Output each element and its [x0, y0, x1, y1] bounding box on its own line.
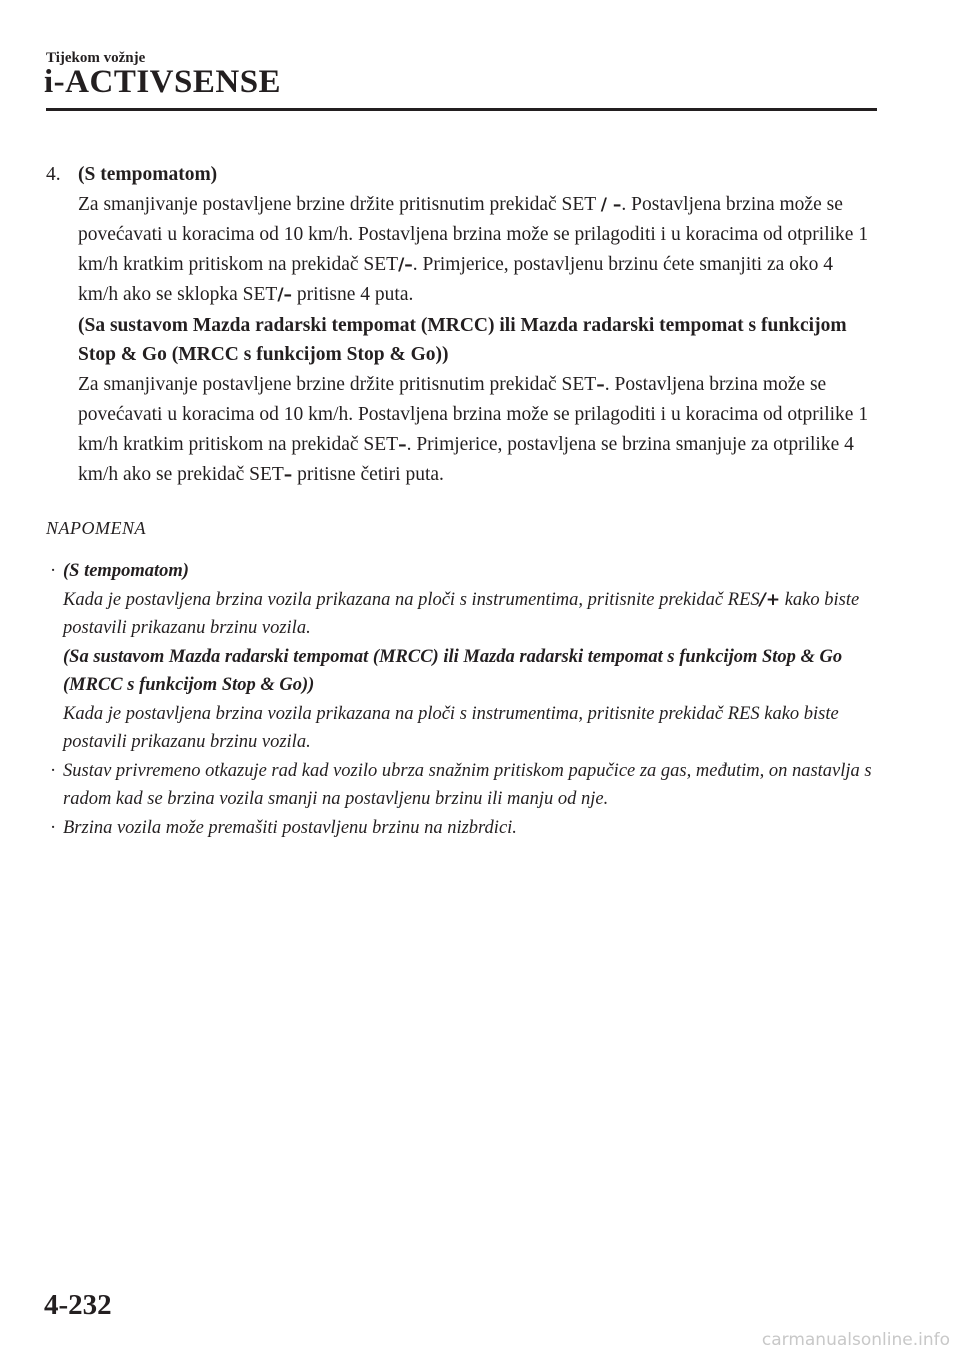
text-run: . Primjerice, postavljenu brzinu ćete smanjiti za oko 4 km/h ako se sklopka SET — [78, 253, 834, 305]
note-text — [63, 586, 876, 643]
set-minus-symbol: /– — [398, 254, 413, 275]
text-run: . Postavljena brzina može se povećavati u koracima od 10 km/h. Postavljena brzina može se prilagoditi i u koracima od otprilike 1 km/h kratkim pritiskom na prekidač SET — [78, 373, 869, 455]
step-4 — [46, 160, 876, 491]
minus-symbol: – — [596, 374, 605, 395]
note-text: Sustav privremeno otkazuje rad kad vozilo ubrza snažnim pritiskom papučice za gas, međutim, on nastavlja s radom kad se brzina vozila smanji na postavljenu brzinu ili manju od nje. — [63, 760, 872, 809]
text-run: Za smanjivanje postavljene brzine držite pritisnutim prekidač SET — [78, 373, 597, 395]
note-item — [46, 814, 876, 843]
text-run: kako biste postavili prikazanu brzinu vozila. — [63, 589, 860, 638]
set-minus-symbol: /– — [277, 285, 293, 305]
note-item — [46, 557, 876, 757]
minus-symbol: – — [398, 434, 407, 455]
text-run: pritisne četiri puta. — [292, 464, 444, 485]
main-content — [46, 160, 876, 842]
header-rule — [46, 108, 877, 111]
bullet-dot: · — [50, 561, 57, 581]
bullet-dot: · — [50, 817, 57, 838]
text-run: pritisne 4 puta. — [292, 284, 414, 305]
note-heading: NAPOMENA — [46, 517, 146, 538]
minus-symbol: – — [283, 465, 293, 485]
page-number: 4-232 — [44, 1289, 112, 1321]
paragraph-mrcc — [78, 370, 876, 491]
paragraph-cruise — [78, 190, 876, 311]
subheading-mrcc: (Sa sustavom Mazda radarski tempomat (MRCC) ili Mazda radarski tempomat s funkcijom Stop & Go (MRCC s funkcijom Stop & Go)) — [78, 314, 847, 365]
step-number: 4. — [46, 164, 61, 185]
section-label: Tijekom vožnje — [46, 50, 146, 66]
watermark: carmanualsonline.info — [761, 1330, 950, 1350]
note-item — [46, 757, 876, 814]
subheading-cruise: (S tempomatom) — [78, 164, 218, 185]
set-minus-symbol: / – — [600, 194, 622, 215]
note-subheading: (Sa sustavom Mazda radarski tempomat (MRCC) ili Mazda radarski tempomat s funkcijom Stop & Go (MRCC s funkcijom Stop & Go)) — [63, 646, 843, 695]
bullet-dot: · — [50, 760, 57, 781]
note-list — [46, 557, 876, 842]
note-text: Kada je postavljena brzina vozila prikazana na ploči s instrumentima, pritisnite prekidač RES kako biste postavili prikazanu brzinu vozila. — [63, 703, 839, 752]
page-title: i-ACTIVSENSE — [44, 64, 282, 100]
note-text: Brzina vozila može premašiti postavljenu brzinu na nizbrdici. — [63, 817, 517, 838]
step-body — [78, 160, 876, 491]
text-run: Kada je postavljena brzina vozila prikazana na ploči s instrumentima, pritisnite prekidač RES — [63, 589, 760, 610]
res-plus-symbol: /+ — [759, 589, 781, 610]
note-subheading: (S tempomatom) — [63, 561, 189, 581]
text-run: Za smanjivanje postavljene brzine držite pritisnutim prekidač SET — [78, 193, 601, 215]
text-run: . Primjerice, postavljena se brzina smanjuje za otprilike 4 km/h ako se prekidač SET — [78, 433, 854, 485]
text-run: . Postavljena brzina može se povećavati u koracima od 10 km/h. Postavljena brzina može se prilagoditi i u koracima od otprilike 1 km/h kratkim pritiskom na prekidač SET — [78, 193, 869, 275]
